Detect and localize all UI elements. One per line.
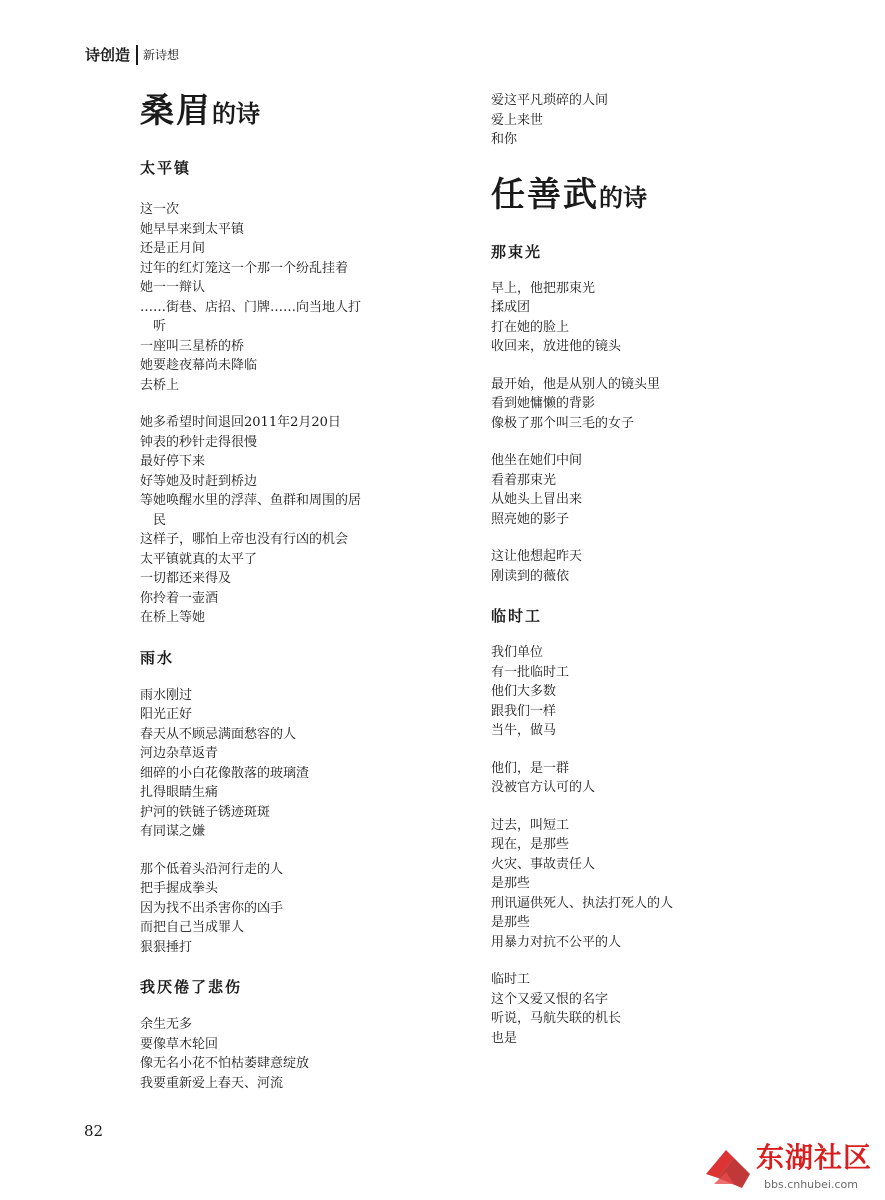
poem-line: 这让他想起昨天 — [491, 549, 583, 564]
watermark — [704, 1140, 879, 1196]
stanza — [491, 970, 791, 1048]
poem-title: 临时工 — [491, 607, 543, 625]
poem-line: 过年的红灯笼这一个那一个纷乱挂着 — [140, 260, 349, 276]
poem-line: 揉成团 — [491, 300, 531, 315]
stanza — [491, 547, 791, 586]
poem-line: 扎得眼睛生痛 — [140, 785, 219, 800]
poem-line: 我们单位 — [491, 645, 544, 660]
poem-line: 而把自己当成罪人 — [140, 920, 245, 935]
poem-line: 这样子，哪怕上帝也没有行凶的机会 — [140, 532, 349, 547]
stanza — [140, 686, 440, 842]
poem-line: 护河的铁链子锈迹斑斑 — [140, 804, 271, 820]
poet-title — [491, 174, 791, 215]
poem-line: 和你 — [491, 132, 518, 147]
poem-line: 春天从不顾忌满面愁容的人 — [140, 726, 297, 742]
poem-line: 照亮她的影子 — [491, 511, 570, 527]
poem-line: 跟我们一样 — [491, 703, 557, 719]
poem-line: 我要重新爱上春天、河流 — [140, 1075, 284, 1091]
stanza — [140, 860, 440, 958]
right-column — [491, 88, 791, 1048]
section-title: 诗创造 — [85, 46, 131, 64]
poem-line: 是那些 — [491, 915, 531, 930]
stanza — [491, 279, 791, 357]
poem-line: 爱上来世 — [491, 112, 544, 128]
stanza — [491, 451, 791, 529]
poem-line: 最开始，他是从别人的镜头里 — [491, 376, 661, 392]
poem-title: 太平镇 — [140, 159, 192, 177]
poem-line: 看到她慵懒的背影 — [491, 396, 596, 411]
poem-line: 太平镇就真的太平了 — [140, 551, 258, 567]
poem-line: 过去，叫短工 — [491, 817, 570, 833]
poem-line: 早上，他把那束光 — [491, 280, 596, 296]
stanza — [491, 643, 791, 741]
poem-line: 当牛，做马 — [491, 723, 557, 738]
poem-line: 你拎着一壶酒 — [140, 590, 219, 606]
poem-line: 刑讯逼供死人、执法打死人的人 — [491, 895, 674, 911]
poem-line: 收回来，放进他的镜头 — [491, 339, 622, 354]
poem-line: 临时工 — [491, 972, 531, 987]
poem-line: 这个又爱又恨的名字 — [491, 991, 609, 1007]
poem-line: 好等她及时赶到桥边 — [140, 473, 258, 489]
poem-line: 像极了那个叫三毛的女子 — [491, 415, 635, 431]
poem-line: 听说，马航失联的机长 — [491, 1011, 622, 1026]
poem-line: 因为找不出杀害你的凶手 — [140, 900, 284, 916]
watermark-url: bbs.cnhubei.com — [764, 1178, 858, 1191]
poem-line: 他坐在她们中间 — [491, 453, 583, 468]
poem-line: 她多希望时间退回2011年2月20日 — [140, 415, 341, 430]
poem-line: 把手握成拳头 — [140, 881, 219, 896]
poem-line: 一切都还来得及 — [140, 571, 232, 586]
poem-line: 有同谋之嫌 — [140, 824, 206, 839]
stanza — [491, 759, 791, 798]
poem-line: 去桥上 — [140, 377, 180, 393]
poem-line: 没被官方认可的人 — [491, 780, 596, 795]
stanza — [140, 200, 440, 395]
poem-line: 钟表的秒针走得很慢 — [140, 434, 258, 450]
poem-line: 要像草木轮回 — [140, 1036, 219, 1052]
poem-line: 打在她的脸上 — [491, 319, 570, 335]
poem-line: 是那些 — [491, 876, 531, 891]
poem-line: 用暴力对抗不公平的人 — [491, 934, 622, 950]
poem-line: 等她唤醒水里的浮萍、鱼群和周围的居 — [140, 493, 362, 508]
poem-line: 从她头上冒出来 — [491, 492, 583, 507]
stanza — [140, 413, 440, 628]
watermark-name: 东湖社区 — [756, 1141, 873, 1174]
poem-line: 她早早来到太平镇 — [140, 221, 245, 237]
poem-line: 这一次 — [140, 202, 180, 217]
poet-name: 任善武 — [491, 174, 599, 215]
header-divider — [136, 45, 138, 65]
poem-line: 在桥上等她 — [140, 610, 206, 625]
left-column — [140, 88, 440, 1093]
poem-line: 爱这平凡琐碎的人间 — [491, 93, 609, 108]
poem-line-continuation: 民 — [153, 512, 167, 528]
subsection-title: 新诗想 — [143, 48, 180, 62]
poet-suffix: 的诗 — [599, 182, 647, 212]
poem-line: ……街巷、店招、门牌……向当地人打 — [140, 299, 362, 315]
poem-title: 我厌倦了悲伤 — [140, 978, 243, 996]
watermark-logo-icon — [704, 1144, 752, 1192]
poem-line-continuation: 听 — [153, 319, 167, 334]
poem-line: 细碎的小白花像散落的玻璃渣 — [140, 765, 310, 781]
poem-line: 像无名小花不怕枯萎肆意绽放 — [140, 1056, 310, 1071]
poem-line: 他们大多数 — [491, 684, 557, 699]
poem-line: 河边杂草返青 — [140, 746, 219, 761]
poem-title: 那束光 — [491, 242, 543, 261]
poem-line: 火灾、事故责任人 — [491, 856, 596, 872]
poet-name: 桑眉 — [140, 91, 212, 131]
poem-line: 雨水刚过 — [140, 687, 193, 703]
poem-line: 他们，是一群 — [491, 760, 570, 776]
poem-line: 她要趁夜幕尚未降临 — [140, 358, 258, 373]
poem-line: 那个低着头沿河行走的人 — [140, 861, 284, 877]
poem-line: 看着那束光 — [491, 472, 557, 488]
stanza-continued — [491, 91, 791, 150]
poem-line: 余生无多 — [140, 1017, 193, 1032]
poem-line: 还是正月间 — [140, 241, 206, 256]
stanza — [491, 375, 791, 434]
poet-title — [140, 91, 440, 131]
poem-line: 刚读到的薇依 — [491, 568, 570, 584]
page-number: 82 — [84, 1122, 104, 1140]
poem-line: 最好停下来 — [140, 454, 206, 469]
stanza — [140, 1015, 440, 1093]
poem-line: 也是 — [491, 1030, 518, 1046]
running-header — [85, 44, 179, 65]
poem-line: 现在，是那些 — [491, 837, 570, 852]
poem-line: 狠狠捶打 — [140, 939, 193, 955]
poem-line: 一座叫三星桥的桥 — [140, 338, 245, 354]
poem-line: 阳光正好 — [140, 707, 193, 722]
poem-line: 她一一辩认 — [140, 280, 206, 295]
stanza — [491, 816, 791, 953]
poem-title: 雨水 — [140, 648, 175, 667]
poem-line: 有一批临时工 — [491, 664, 570, 680]
poet-suffix: 的诗 — [212, 99, 260, 128]
